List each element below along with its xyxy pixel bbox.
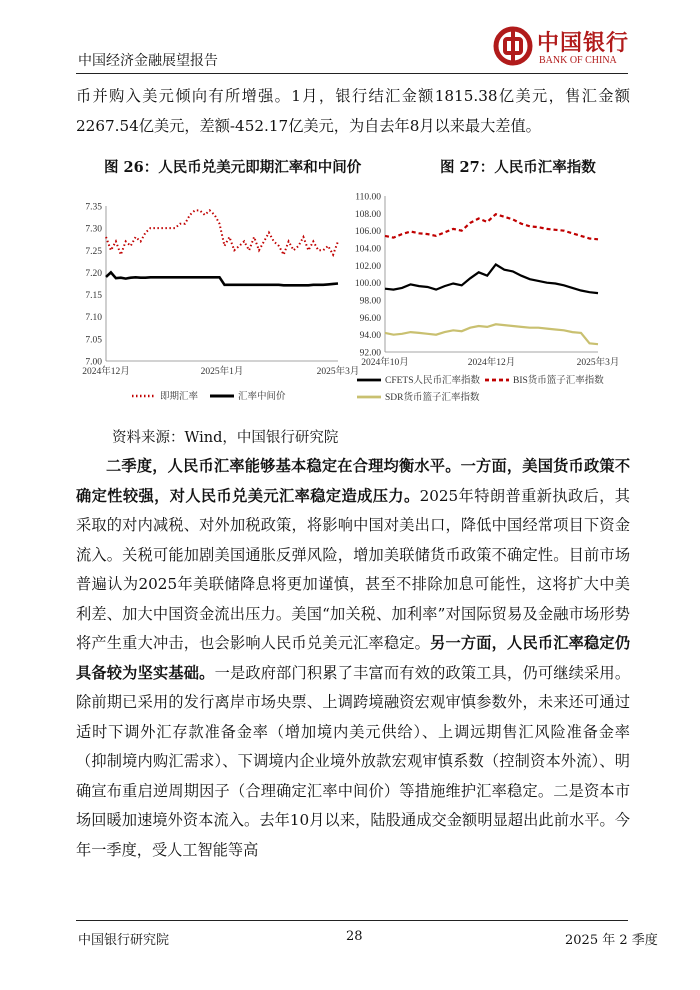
x-tick-label: 2024年12月 — [467, 358, 516, 368]
chart-rmb-usd-spot-and-central-parity — [70, 195, 360, 410]
body-text-policy-tools: 一是政府部门积累了丰富而有效的政策工具，仍可继续采用。除前期已采用的发行离岸市场央票、上调跨境融资宏观审慎参数外，未来还可通过适时下调外汇存款准备金率（增加境内美元供给）、上调远期售汇风险准备金率（抑制境内购汇需求）、下调境内企业境外放款宏观审慎系数（控制资本外流）、明确宣布重启逆周期因子（合理确定汇率中间价）等措施维护汇率稳定。二是资本市场回暖加速境外资本流入。去年10月以来，陆股通成交金额明显超出此前水平。今年一季度，受人工智能等高 — [76, 663, 631, 859]
logo-english-text: BANK OF CHINA — [539, 55, 617, 66]
y-tick-label: 98.00 — [359, 296, 381, 307]
logo — [493, 26, 633, 74]
x-tick-label: 2025年3月 — [316, 367, 360, 377]
series-line-2 — [106, 272, 338, 285]
paragraph-q2-outlook — [76, 452, 630, 865]
figure-27-title: 图 27：人民币汇率指数 — [440, 159, 596, 176]
report-header-title: 中国经济金融展望报告 — [78, 53, 218, 69]
y-tick-label: 7.30 — [85, 224, 102, 235]
x-tick-label: 2025年3月 — [576, 358, 620, 368]
y-tick-label: 92.00 — [359, 348, 381, 359]
y-tick-label: 7.25 — [85, 246, 102, 257]
body-text-us-policy: 2025年特朗普重新执政后，其采取的对内减税、对外加税政策，将影响中国对美出口，降低中国经常项目下资金流入。关税可能加剧美国通胀反弹风险，增加美联储货币政策不确定性。目前市场普遍认为2025年美联储降息将更加谨慎，甚至不排除加息可能性，这将扩大中美利差、加大中国资金流出压力。美国“加关税、加利率”对国际贸易及金融市场形势将产生重大冲击，也会影响人民币兑美元汇率稳定。 — [76, 486, 630, 652]
page-number: 28 — [346, 929, 363, 944]
legend-label-1: CFETS人民币汇率指数 — [385, 376, 481, 386]
x-tick-label: 2024年10月 — [361, 358, 409, 368]
bank-of-china-logo-icon — [493, 26, 533, 66]
y-tick-label: 7.10 — [85, 313, 102, 324]
x-tick-label: 2024年12月 — [82, 367, 130, 377]
y-tick-label: 7.05 — [85, 335, 102, 346]
footer-rule — [76, 920, 628, 921]
y-tick-label: 102.00 — [354, 261, 381, 272]
y-tick-label: 7.00 — [85, 357, 102, 368]
y-tick-label: 96.00 — [359, 313, 381, 324]
footer-org: 中国银行研究院 — [78, 933, 170, 948]
bold-second-sentence: 另一方面，人民币汇率稳定仍具备较为坚实基础。 — [76, 634, 631, 682]
y-tick-label: 106.00 — [354, 227, 381, 238]
bold-lead-sentence: 二季度，人民币汇率能够基本稳定在合理均衡水平。一方面，美国货币政策不确定性较强，对人民币兑美元汇率稳定造成压力。 — [76, 457, 630, 505]
y-tick-label: 108.00 — [354, 209, 381, 220]
figure-26-title: 图 26：人民币兑美元即期汇率和中间价 — [104, 159, 362, 176]
series-line-1 — [106, 210, 338, 254]
figure-source-note: 资料来源：Wind，中国银行研究院 — [112, 430, 339, 446]
header-rule — [76, 73, 628, 74]
series-line-3 — [385, 324, 598, 344]
y-tick-label: 100.00 — [354, 279, 381, 290]
legend-label-1: 即期汇率 — [160, 392, 199, 402]
series-line-2 — [385, 214, 598, 239]
y-tick-label: 110.00 — [355, 192, 381, 203]
y-tick-label: 7.15 — [85, 291, 102, 302]
y-tick-label: 7.20 — [85, 268, 102, 279]
legend-label-3: SDR货币篮子汇率指数 — [385, 393, 480, 403]
legend-label-2: BIS货币篮子汇率指数 — [513, 376, 604, 386]
paragraph-fx-settlement: 币并购入美元倾向有所增强。1月，银行结汇金额1815.38亿美元，售汇金额2267.54亿美元，差额-452.17亿美元，为自去年8月以来最大差值。 — [76, 87, 630, 135]
y-tick-label: 7.35 — [85, 202, 102, 213]
x-tick-label: 2025年1月 — [200, 367, 244, 377]
legend-label-2: 汇率中间价 — [238, 392, 286, 402]
series-line-1 — [385, 265, 598, 294]
y-tick-label: 104.00 — [354, 244, 381, 255]
y-tick-label: 94.00 — [359, 331, 381, 342]
chart-rmb-exchange-rate-index — [343, 187, 633, 407]
footer-period: 2025 年 2 季度 — [565, 933, 658, 948]
logo-chinese-text: 中国银行 — [537, 30, 630, 56]
